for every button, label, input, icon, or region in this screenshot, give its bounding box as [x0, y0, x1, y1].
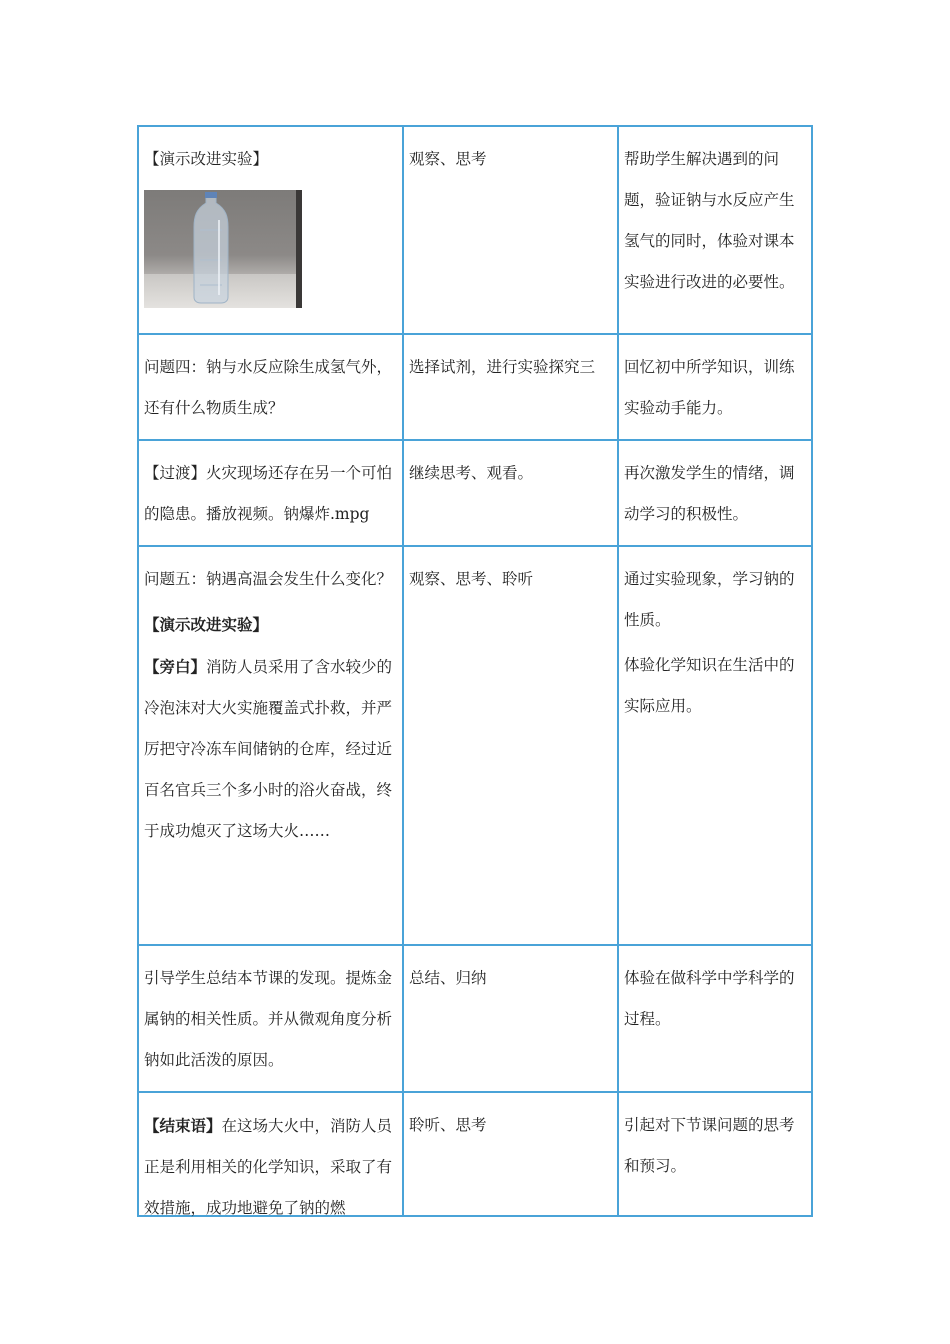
- cell-text: 选择试剂，进行实验探究三: [409, 358, 596, 376]
- cell-text-bold: 【演示改进实验】: [144, 615, 269, 634]
- cell-text: 观察、思考、聆听: [409, 570, 534, 588]
- cell-text: 消防人员采用了含水较少的冷泡沫对大火实施覆盖式扑救，并严厉把守冷冻车间储钠的仓库，经过近百名官兵三个多小时的浴火奋战，终于成功熄灭了这场大火……: [144, 658, 393, 840]
- lesson-plan-table: [137, 125, 813, 1217]
- cell-text: 体验化学知识在生活中的实际应用。: [624, 656, 795, 715]
- cell-text: 引起对下节课问题的思考和预习。: [624, 1116, 795, 1175]
- design-intent-cell: [619, 335, 811, 439]
- cell-text-bold: 【旁白】: [144, 657, 207, 676]
- teacher-activity-cell: [139, 441, 404, 545]
- cell-text: 问题四：钠与水反应除生成氢气外，还有什么物质生成？: [144, 358, 393, 417]
- cell-text: 在这场大火中，消防人员正是利用相关的化学知识，采取了有效措施，成功地避免了钠的燃: [144, 1117, 393, 1217]
- teacher-activity-cell: [139, 547, 404, 944]
- design-intent-cell: [619, 1093, 811, 1215]
- student-activity-cell: [404, 335, 619, 439]
- student-activity-cell: [404, 547, 619, 944]
- table-row: [139, 441, 811, 547]
- table-row: [139, 547, 811, 946]
- cell-text: 再次激发学生的情绪，调动学习的积极性。: [624, 464, 795, 523]
- cell-text: 总结、归纳: [409, 969, 487, 987]
- plastic-bottle-photo: [144, 190, 302, 308]
- design-intent-cell: [619, 547, 811, 944]
- cell-text: 通过实验现象，学习钠的性质。: [624, 570, 795, 629]
- cell-text: 【过渡】火灾现场还存在另一个可怕的隐患。播放视频。钠爆炸.mpg: [144, 464, 393, 523]
- cell-text: 观察、思考: [409, 150, 487, 168]
- table-row: [139, 127, 811, 335]
- cell-text: 【演示改进实验】: [144, 150, 269, 168]
- cell-text: 帮助学生解决遇到的问题，验证钠与水反应产生氢气的同时，体验对课本实验进行改进的必要性。: [624, 150, 795, 291]
- design-intent-cell: [619, 946, 811, 1091]
- student-activity-cell: [404, 127, 619, 333]
- student-activity-cell: [404, 441, 619, 545]
- cell-text: 继续思考、观看。: [409, 464, 534, 482]
- design-intent-cell: [619, 127, 811, 333]
- cell-text: 聆听、思考: [409, 1116, 487, 1134]
- design-intent-cell: [619, 441, 811, 545]
- table-row: [139, 946, 811, 1093]
- cell-text: 体验在做科学中学科学的过程。: [624, 969, 795, 1028]
- cell-text: 引导学生总结本节课的发现。提炼金属钠的相关性质。并从微观角度分析钠如此活泼的原因。: [144, 969, 393, 1069]
- teacher-activity-cell: [139, 946, 404, 1091]
- teacher-activity-cell: [139, 127, 404, 333]
- table-row: [139, 1093, 811, 1215]
- teacher-activity-cell: [139, 1093, 404, 1215]
- cell-text-bold: 【结束语】: [144, 1116, 222, 1135]
- cell-text: 回忆初中所学知识，训练实验动手能力。: [624, 358, 795, 417]
- cell-text: 问题五：钠遇高温会发生什么变化？: [144, 570, 393, 588]
- student-activity-cell: [404, 1093, 619, 1215]
- teacher-activity-cell: [139, 335, 404, 439]
- student-activity-cell: [404, 946, 619, 1091]
- table-row: [139, 335, 811, 441]
